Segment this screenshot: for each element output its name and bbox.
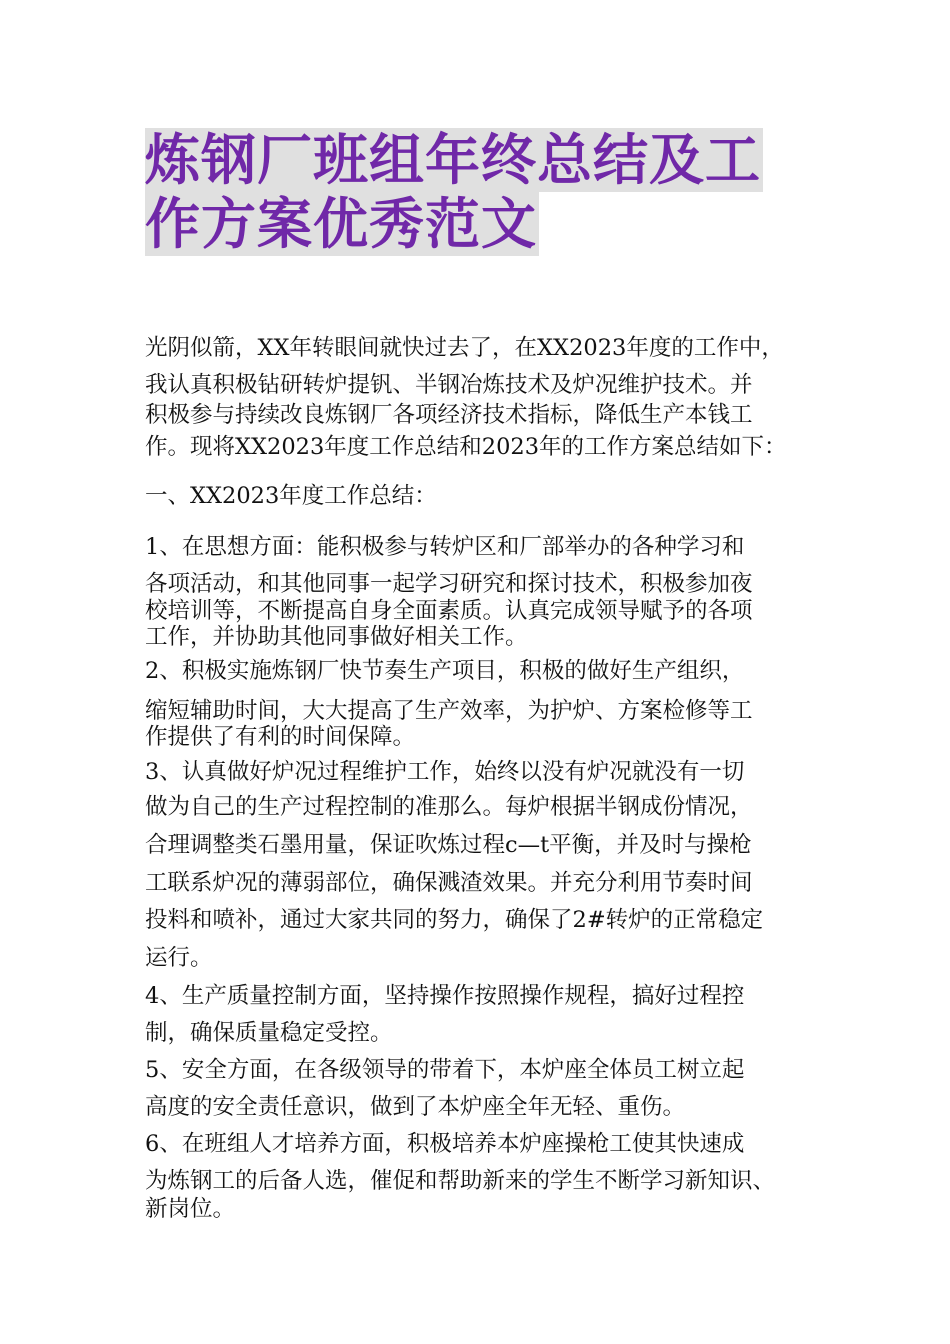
body-line: 制，确保质量稳定受控。 [145,1020,393,1046]
title-line-2: 作方案优秀范文 [145,192,538,256]
body-line: 合理调整类石墨用量，保证吹炼过程c—t平衡，并及时与操枪 [145,832,752,858]
body-line: 工联系炉况的薄弱部位，确保溅渣效果。并充分利用节奏时间 [145,870,753,896]
body-line: 我认真积极钻研转炉提钒、半钢冶炼技术及炉况维护技术。并 [145,372,753,398]
body-line: 作。现将XX2023年度工作总结和2023年的工作方案总结如下： [145,434,787,460]
body-line: 新岗位。 [145,1196,236,1222]
body-line: 各项活动，和其他同事一起学习研究和探讨技术，积极参加夜 [145,571,753,597]
body-line: 投料和喷补，通过大家共同的努力，确保了2#转炉的正常稳定 [145,907,764,933]
body-line: 2、积极实施炼钢厂快节奏生产项目，积极的做好生产组织， [145,658,745,684]
body-line: 工作，并协助其他同事做好相关工作。 [145,624,528,650]
body-line: 做为自己的生产过程控制的准那么。每炉根据半钢成份情况， [145,794,753,820]
body-line: 4、生产质量控制方面，坚持操作按照操作规程，搞好过程控 [145,983,745,1009]
body-line: 3、认真做好炉况过程维护工作，始终以没有炉况就没有一切 [145,759,745,785]
body-line: 校培训等，不断提高自身全面素质。认真完成领导赋予的各项 [145,598,753,624]
body-line: 光阴似箭，XX年转眼间就快过去了，在XX2023年度的工作中， [145,335,784,361]
title-line-1: 炼钢厂班组年终总结及工 [145,128,762,192]
body-line: 5、安全方面，在各级领导的带着下，本炉座全体员工树立起 [145,1057,745,1083]
section-heading: 一、XX2023年度工作总结： [145,483,437,509]
document-body [145,0,825,1344]
body-line: 为炼钢工的后备人选，催促和帮助新来的学生不断学习新知识、 [145,1168,776,1194]
body-line: 高度的安全责任意识，做到了本炉座全年无轻、重伤。 [145,1094,686,1120]
body-line: 6、在班组人才培养方面，积极培养本炉座操枪工使其快速成 [145,1131,745,1157]
body-line: 运行。 [145,945,213,971]
body-line: 1、在思想方面：能积极参与转炉区和厂部举办的各种学习和 [145,534,745,560]
body-line: 缩短辅助时间，大大提高了生产效率，为护炉、方案检修等工 [145,698,753,724]
body-line: 作提供了有利的时间保障。 [145,724,416,750]
body-line: 积极参与持续改良炼钢厂各项经济技术指标，降低生产本钱工 [145,402,753,428]
